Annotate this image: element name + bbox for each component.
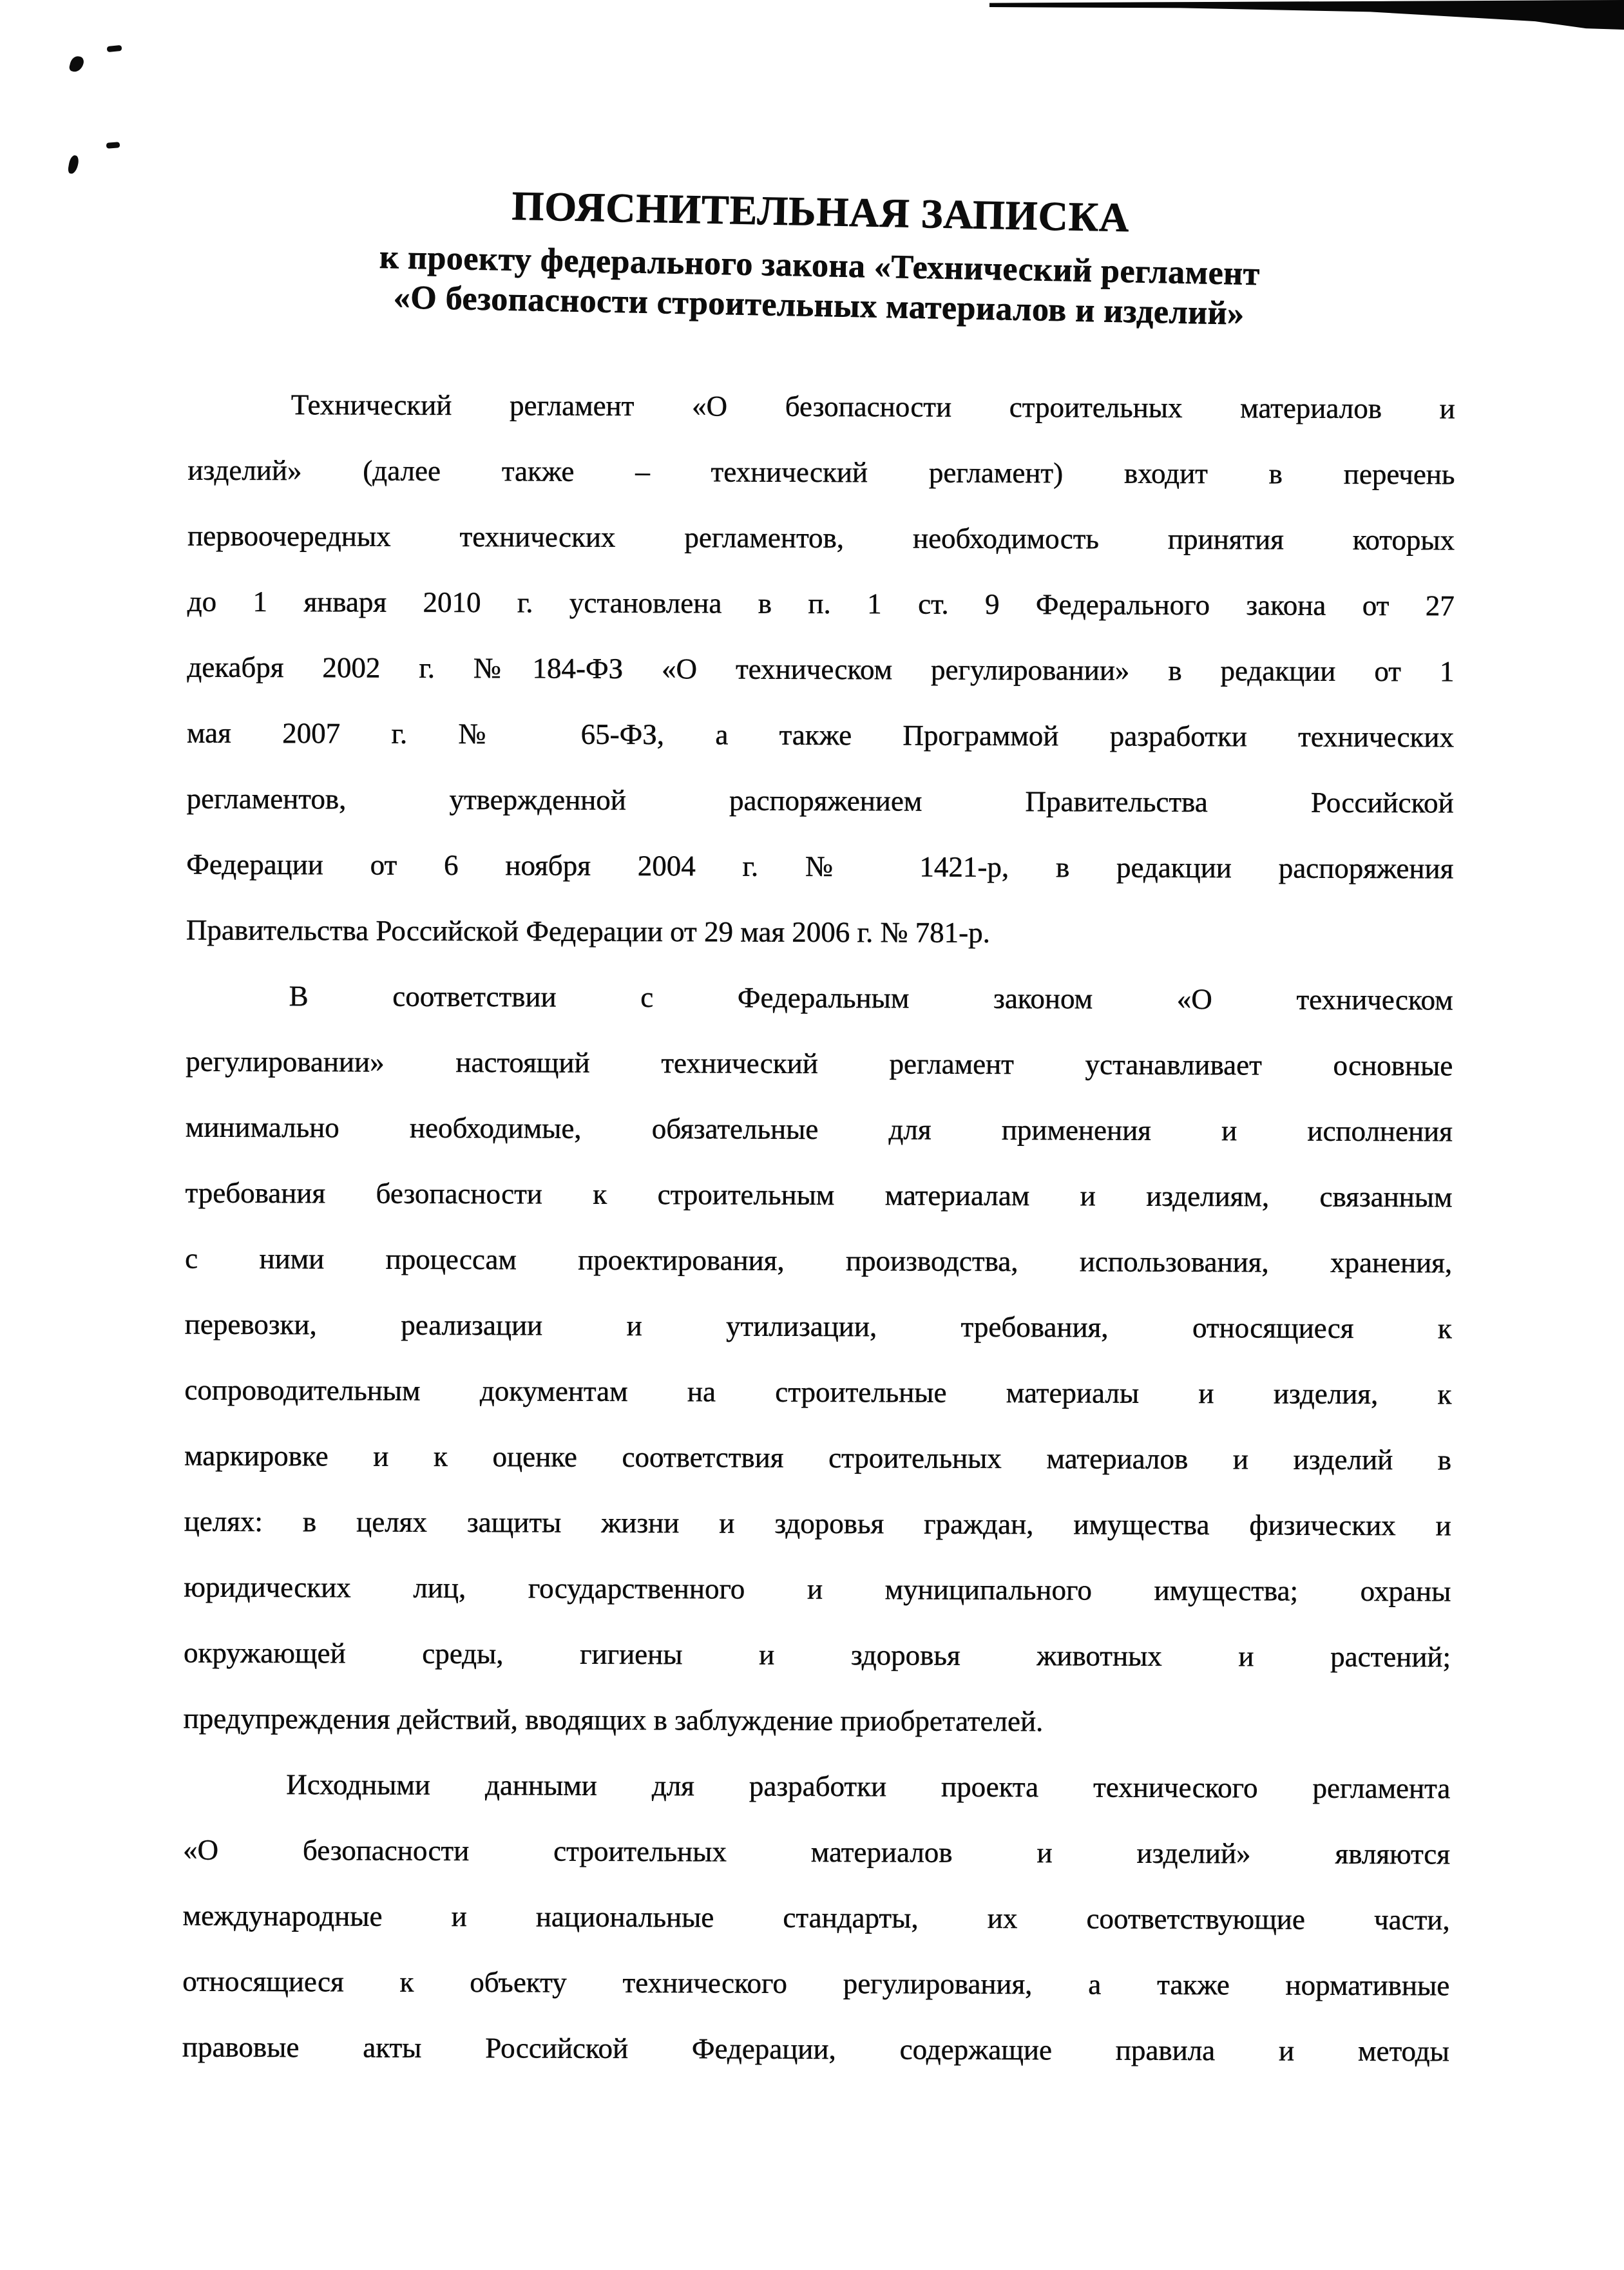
text-line: изделий» (далее также – технический регламент) входит в перечень [187,453,1455,491]
margin-speck-comma [68,155,80,175]
text-line: маркировке и к оценке соответствия строительных материалов и изделий в [184,1439,1452,1476]
margin-speck-dash [106,142,120,148]
text-line: относящиеся к объекту технического регулирования, а также нормативные [182,1965,1450,2002]
text-line: окружающей среды, гигиены и здоровья животных и растений; [183,1636,1451,1674]
text-line: сопроводительным документам на строительные материалы и изделия, к [184,1373,1452,1411]
text-line: Федерации от 6 ноября 2004 г. № 1421-р, в редакции распоряжения [186,848,1454,885]
text-line: мая 2007 г. № 65-ФЗ, а также Программой разработки технических [186,716,1455,754]
document-subtitle-line: к проекту федерального закона «Технический регламент [379,238,1261,293]
text-line: Правительства Российской Федерации от 29 мая 2006 г. № 781-р. [186,913,990,949]
text-line: В соответствии с Федеральным законом «О техническом [289,980,1453,1016]
text-line: целях: в целях защиты жизни и здоровья граждан, имущества физических и [184,1505,1451,1542]
text-line: «О безопасности строительных материалов и изделий» являются [182,1833,1451,1871]
text-line: первоочередных технических регламентов, необходимость принятия которых [187,519,1455,557]
margin-speck-dash [107,45,122,52]
text-line: Технический регламент «О безопасности строительных материалов и [291,388,1455,425]
text-line: декабря 2002 г. №184-ФЗ «О техническом регулировании» в редакции от 1 [187,651,1455,688]
document-subtitle [185,234,1453,338]
paragraph [184,963,1453,1756]
text-line: до 1 января 2010 г. установлена в п. 1 ст. 9 Федерального закона от 27 [187,585,1455,622]
text-line: Исходными данными для разработки проекта технического регламента [286,1768,1451,1805]
text-line: правовые акты Российской Федерации, содержащие правила и методы [182,2030,1450,2068]
text-line: перевозки, реализации и утилизации, требования, относящиеся к [184,1308,1452,1345]
text-line: требования безопасности к строительным материалам и изделиям, связанным [185,1176,1453,1214]
paragraph [186,372,1455,968]
text-line: международные и национальные стандарты, их соответствующие части, [182,1899,1450,1936]
text-line: минимально необходимые, обязательные для применения и исполнения [185,1111,1453,1148]
document-body [182,372,1455,2084]
document-subtitle-line: «О безопасности строительных материалов и изделий» [393,279,1245,332]
document-heading [185,0,1458,338]
paragraph [182,1751,1451,2084]
text-line: регламентов, утвержденной распоряжением Правительства Российской [186,782,1454,819]
text-line: регулировании» настоящий технический регламент устанавливает основные [186,1045,1453,1082]
margin-speck-comma [68,55,84,73]
text-line: предупреждения действий, вводящих в заблуждение приобретателей. [183,1702,1044,1738]
document-title: ПОЯСНИТЕЛЬНАЯ ЗАПИСКА [511,182,1131,241]
text-line: с ними процессам проектирования, производства, использования, хранения, [185,1242,1453,1279]
text-line: юридических лиц, государственного и муниципального имущества; охраны [184,1570,1451,1608]
